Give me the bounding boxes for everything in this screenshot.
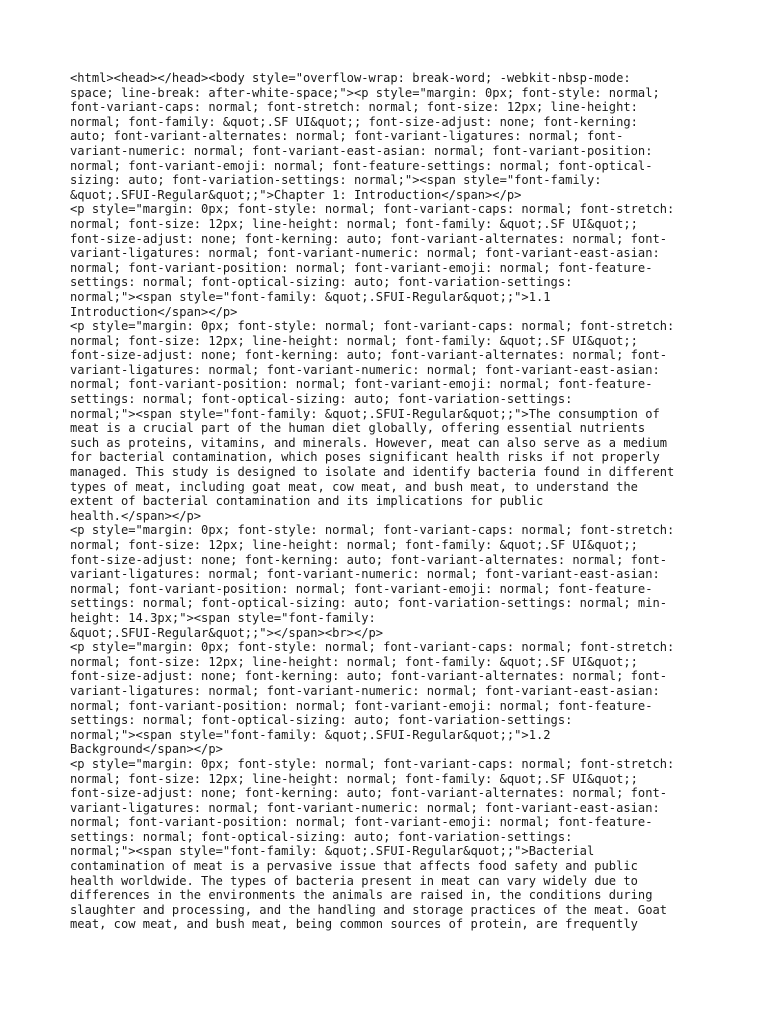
text-line: variant-ligatures: normal; font-variant-numeric: normal; font-variant-east-asian:	[70, 246, 660, 261]
text-line: normal; font-size: 12px; line-height: normal; font-family: &quot;.SF UI&quot;;	[70, 654, 638, 669]
text-line: <p style="margin: 0px; font-style: normal; font-variant-caps: normal; font-stretch:	[70, 523, 675, 538]
text-line: normal;"><span style="font-family: &quot;.SFUI-Regular&quot;;">The consumption of	[70, 406, 660, 421]
text-line: normal; font-size: 12px; line-height: normal; font-family: &quot;.SF UI&quot;;	[70, 771, 638, 786]
text-line: normal; font-size: 12px; line-height: normal; font-family: &quot;.SF UI&quot;;	[70, 538, 638, 552]
text-line: settings: normal; font-optical-sizing: auto; font-variation-settings:	[70, 829, 573, 844]
text-line: normal; font-variant-position: normal; font-variant-emoji: normal; font-feature-	[70, 698, 653, 713]
text-line: variant-ligatures: normal; font-variant-numeric: normal; font-variant-east-asian:	[70, 567, 660, 582]
text-line: variant-ligatures: normal; font-variant-numeric: normal; font-variant-east-asian:	[70, 683, 660, 698]
text-line: health.</span></p>	[70, 508, 202, 523]
text-line: Introduction</span></p>	[70, 304, 238, 319]
text-line: for bacterial contamination, which poses significant health risks if not properly	[70, 450, 660, 465]
text-line: &quot;.SFUI-Regular&quot;;">Chapter 1: Introduction</span></p>	[70, 187, 522, 202]
text-line: variant-ligatures: normal; font-variant-numeric: normal; font-variant-east-asian:	[70, 800, 660, 815]
text-line: font-size-adjust: none; font-kerning: auto; font-variant-alternates: normal; font-	[70, 786, 668, 801]
text-line: font-size-adjust: none; font-kerning: auto; font-variant-alternates: normal; font-	[70, 552, 668, 567]
text-line: normal; font-size: 12px; line-height: normal; font-family: &quot;.SF UI&quot;;	[70, 333, 638, 348]
text-line: normal; font-family: &quot;.SF UI&quot;; font-size-adjust: none; font-kerning:	[70, 114, 638, 129]
text-line: normal; font-size: 12px; line-height: normal; font-family: &quot;.SF UI&quot;;	[70, 216, 638, 231]
text-line: <p style="margin: 0px; font-style: normal; font-variant-caps: normal; font-stretch:	[70, 319, 675, 334]
text-line: normal;"><span style="font-family: &quot;.SFUI-Regular&quot;;">1.2	[70, 727, 551, 742]
text-line: types of meat, including goat meat, cow meat, and bush meat, to understand the	[70, 479, 638, 494]
text-line: settings: normal; font-optical-sizing: auto; font-variation-settings:	[70, 392, 573, 407]
text-line: meat is a crucial part of the human diet globally, offering essential nutrients	[70, 421, 646, 436]
text-line: differences in the environments the animals are raised in, the conditions during	[70, 888, 653, 903]
text-line: slaughter and processing, and the handling and storage practices of the meat. Goat	[70, 902, 668, 917]
text-line: Background</span></p>	[70, 742, 223, 757]
text-line: health worldwide. The types of bacteria present in meat can vary widely due to	[70, 873, 638, 888]
text-line: variant-numeric: normal; font-variant-east-asian: normal; font-variant-position:	[70, 143, 653, 158]
text-line: normal; font-variant-position: normal; font-variant-emoji: normal; font-feature-	[70, 260, 653, 275]
text-line: contamination of meat is a pervasive issue that affects food safety and public	[70, 859, 638, 874]
text-line: normal;"><span style="font-family: &quot;.SFUI-Regular&quot;;">1.1	[70, 289, 551, 304]
text-line: such as proteins, vitamins, and minerals. However, meat can also serve as a medium	[70, 435, 668, 450]
text-line: &quot;.SFUI-Regular&quot;;"></span><br></p>	[70, 625, 384, 640]
text-line: <p style="margin: 0px; font-style: normal; font-variant-caps: normal; font-stretch:	[70, 756, 675, 771]
text-line: auto; font-variant-alternates: normal; font-variant-ligatures: normal; font-	[70, 129, 624, 144]
text-line: normal; font-variant-position: normal; font-variant-emoji: normal; font-feature-	[70, 581, 653, 596]
text-line: normal; font-variant-position: normal; font-variant-emoji: normal; font-feature-	[70, 377, 653, 392]
text-line: variant-ligatures: normal; font-variant-numeric: normal; font-variant-east-asian:	[70, 362, 660, 377]
text-line: normal; font-variant-emoji: normal; font-feature-settings: normal; font-optical-	[70, 158, 653, 173]
text-line: <html><head></head><body style="overflow-wrap: break-word; -webkit-nbsp-mode:	[70, 71, 631, 85]
text-line: height: 14.3px;"><span style="font-family:	[70, 610, 376, 625]
text-line: font-size-adjust: none; font-kerning: auto; font-variant-alternates: normal; font-	[70, 669, 668, 684]
text-line: settings: normal; font-optical-sizing: auto; font-variation-settings:	[70, 713, 573, 728]
text-line: <p style="margin: 0px; font-style: normal; font-variant-caps: normal; font-stretch:	[70, 640, 675, 655]
text-line: sizing: auto; font-variation-settings: normal;"><span style="font-family:	[70, 173, 602, 188]
text-line: font-variant-caps: normal; font-stretch: normal; font-size: 12px; line-height:	[70, 100, 638, 115]
text-line: normal; font-variant-position: normal; font-variant-emoji: normal; font-feature-	[70, 815, 653, 830]
text-line: settings: normal; font-optical-sizing: auto; font-variation-settings: normal; min-	[70, 596, 668, 611]
text-line: extent of bacterial contamination and its implications for public	[70, 494, 544, 509]
text-line: managed. This study is designed to isolate and identify bacteria found in different	[70, 465, 675, 480]
text-line: settings: normal; font-optical-sizing: auto; font-variation-settings:	[70, 275, 573, 290]
text-line: font-size-adjust: none; font-kerning: auto; font-variant-alternates: normal; font-	[70, 231, 668, 246]
text-line: normal;"><span style="font-family: &quot;.SFUI-Regular&quot;;">Bacterial	[70, 844, 595, 859]
text-line: meat, cow meat, and bush meat, being common sources of protein, are frequently	[70, 917, 638, 932]
document-page	[70, 71, 702, 947]
text-line	[70, 932, 702, 947]
text-line: font-size-adjust: none; font-kerning: auto; font-variant-alternates: normal; font-	[70, 348, 668, 363]
text-line: <p style="margin: 0px; font-style: normal; font-variant-caps: normal; font-stretch:	[70, 202, 675, 217]
text-line: space; line-break: after-white-space;"><p style="margin: 0px; font-style: normal;	[70, 85, 660, 100]
